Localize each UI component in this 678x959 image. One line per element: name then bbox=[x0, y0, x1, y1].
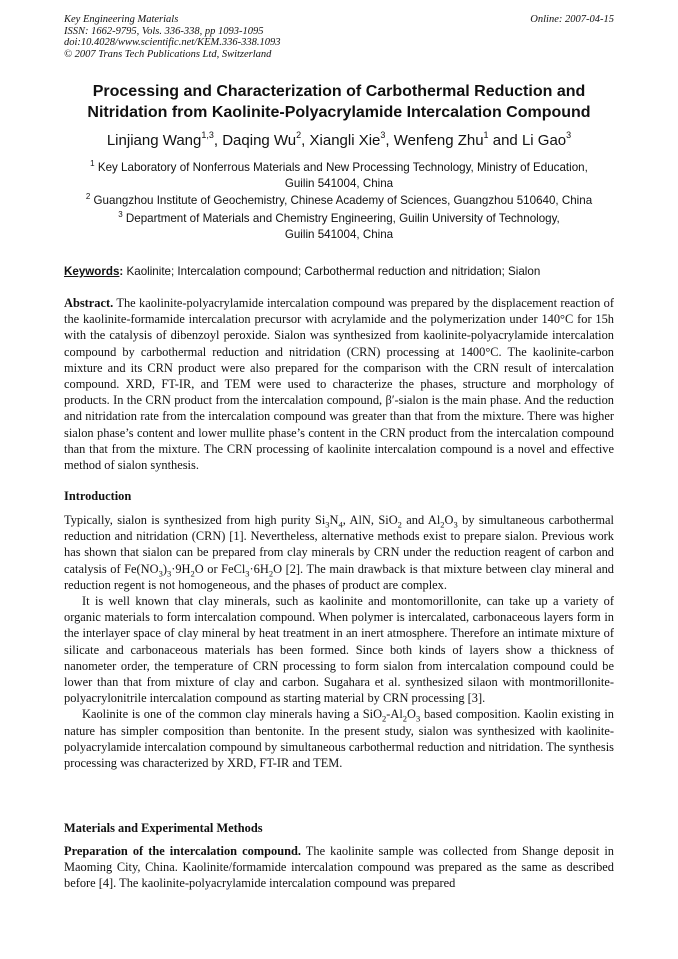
online-date: Online: 2007-04-15 bbox=[530, 14, 614, 25]
author-name: Wenfeng Zhu bbox=[393, 132, 484, 149]
title-line-2: Nitridation from Kaolinite-Polyacrylamide Intercalation Compound bbox=[87, 104, 591, 121]
author-affil-sup: 1 bbox=[483, 130, 489, 140]
keywords-text: Kaolinite; Intercalation compound; Carbothermal reduction and nitridation; Sialon bbox=[123, 265, 541, 278]
affiliation-text: Department of Materials and Chemistry Engineering, Guilin University of Technology, bbox=[125, 212, 560, 225]
title-line-1: Processing and Characterization of Carbothermal Reduction and bbox=[92, 83, 586, 100]
abstract bbox=[64, 295, 614, 473]
methods-body bbox=[64, 843, 614, 892]
affiliation-text: Guilin 541004, China bbox=[284, 177, 394, 190]
author-affil-sup: 2 bbox=[296, 130, 302, 140]
author-list bbox=[40, 131, 638, 150]
keywords-label: Keywords bbox=[64, 265, 120, 278]
running-header-right bbox=[530, 14, 614, 26]
affiliation-text: Key Laboratory of Nonferrous Materials and New Processing Technology, Ministry of Education, bbox=[97, 161, 588, 174]
methods-subheading: Preparation of the intercalation compound. bbox=[64, 844, 301, 858]
copyright-line: © 2007 Trans Tech Publications Ltd, Switzerland bbox=[64, 48, 272, 60]
author-name: Li Gao bbox=[521, 132, 567, 149]
abstract-label: Abstract. bbox=[64, 296, 114, 310]
author-affil-sup: 3 bbox=[380, 130, 386, 140]
affiliation-text: Guangzhou Institute of Geochemistry, Chinese Academy of Sciences, Guangzhou 510640, China bbox=[93, 194, 593, 207]
affiliation-number: 3 bbox=[118, 210, 123, 219]
author-separator: , bbox=[385, 132, 394, 149]
affiliation-text: Guilin 541004, China bbox=[284, 228, 394, 241]
affiliation-3 bbox=[40, 211, 638, 243]
keywords-colon: : bbox=[119, 265, 124, 278]
abstract-text: The kaolinite-polyacrylamide intercalation compound was prepared by the displacement reaction of the kaolinite-formamide intercalation precursor with acrylamide and the polymerization under 140°C for 15h with the catalysis of dibenzoyl peroxide. Sialon was synthesized from kaolinite-polyacrylamide intercalation compound by carbothermal reduction and nitridation (CRN) processing at 1400°C. The kaolinite-carbon mixture and its CRN product were also prepared for the comparison with the CRN result of intercalation compound. XRD, FT-IR, and TEM were used to characterize the phases, structure and morphology of products. In the CRN product from the intercalation compound, β′-sialon is the main phase. And the reduction and nitridation rate from the intercalation compound was greater than that from the mixture. There was higher sialon phase’s content and lower mullite phase’s content in the CRN product from the intercalation compound than that from the mixture. The CRN processing of kaolinite intercalation compound is a novel and effective method of sialon synthesis. bbox=[64, 296, 614, 473]
journal-name: Key Engineering Materials bbox=[64, 14, 179, 25]
affiliation-number: 1 bbox=[90, 159, 95, 168]
author-name: Linjiang Wang bbox=[106, 132, 202, 149]
intro-paragraph-2: It is well known that clay minerals, such as kaolinite and montomorillonite, can take up a variety of organic materials to form intercalation compound. When polymer is intercalated, carbonaceous layers form in the interlayer space of clay mineral by heat treatment in an inert atmosphere. Therefore an intimate mixture of silicate and carbonaceous materials has been formed. Since both kinds of layers show a thickness of nanometer order, the temperature of CRN processing to form sialon from intercalation compound could be lower than that from mixture of clay and carbon. Sugahara et al. synthesized silaon with montmorillonite-polyacrylonitrile intercalation compound as starting material by CRN processing [3]. bbox=[64, 594, 614, 706]
methods-text: The kaolinite sample was collected from Shange deposit in Maoming City, China. Kaolinite/formamide intercalation compound was prepared as the same as described before [4]. The kaolinite-polyacrylamide intercalation compound was prepared bbox=[64, 844, 614, 891]
issn-line: ISSN: 1662-9795, Vols. 336-338, pp 1093-1095 bbox=[64, 25, 264, 37]
author-name: Daqing Wu bbox=[222, 132, 297, 149]
keywords-line bbox=[64, 264, 540, 280]
section-heading-introduction: Introduction bbox=[64, 489, 132, 503]
affiliation-2 bbox=[40, 193, 638, 209]
paper-title bbox=[40, 81, 638, 123]
author-name: Xiangli Xie bbox=[309, 132, 381, 149]
intro-paragraph-3: Kaolinite is one of the common clay minerals having a $SiO_2-Al_2O_3$ based composition. Kaolin existing in nature has simpler composition than bentonite. In the present study, sialon was synthesized with kaolinite-polyacrylamide intercalation compound by simultaneous carbothermal reduction and nitridation. The synthesis processing was characterized by XRD, FT-IR and TEM. bbox=[64, 707, 614, 771]
author-separator: , bbox=[213, 132, 223, 149]
section-heading-methods: Materials and Experimental Methods bbox=[64, 821, 263, 835]
affiliation-1 bbox=[40, 160, 638, 192]
author-affil-sup: 3 bbox=[566, 130, 572, 140]
author-separator: , bbox=[301, 132, 310, 149]
intro-paragraph-1: Typically, sialon is synthesized from high purity $Si_3N_4$, AlN, SiO$_2$ and $Al_2O_3$ by simultaneous carbothermal reduction and nitridation (CRN) [1]. Nevertheless, alternative methods exist to prepare sialon. Previous work has shown that sialon can be prepared from clay minerals by CRN under the reduction reagent of carbon and catalysis of $Fe(NO_3)_3\cdot 9H_2O$ or $FeCl_3\cdot 6H_2O$ [2]. The main drawback is that mixture between clay mineral and reduction regent is not homogeneous, and the phases of product are complex. bbox=[64, 513, 615, 592]
author-affil-sup: 1,3 bbox=[201, 130, 214, 140]
affiliation-number: 2 bbox=[85, 192, 91, 201]
author-separator: and bbox=[488, 132, 522, 149]
doi-line: doi:10.4028/www.scientific.net/KEM.336-338.1093 bbox=[64, 37, 281, 48]
running-header-left bbox=[64, 14, 281, 60]
introduction-body bbox=[64, 512, 614, 771]
